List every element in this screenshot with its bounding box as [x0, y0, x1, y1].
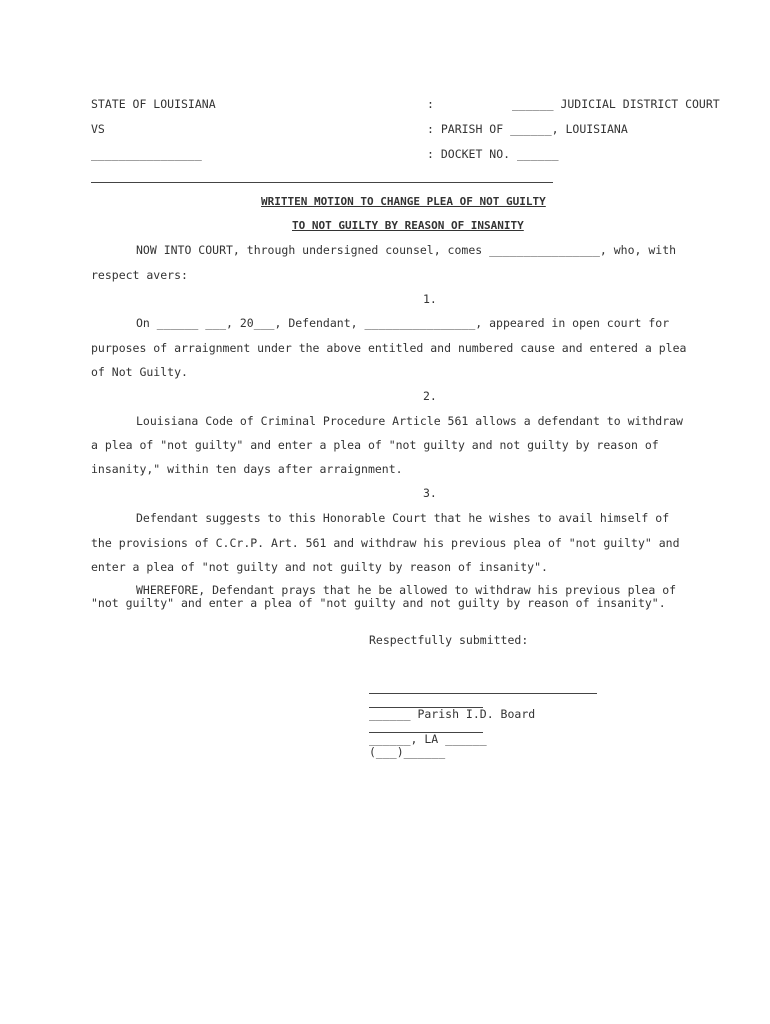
para2-line1: Louisiana Code of Criminal Procedure Article 561 allows a defendant to withdraw — [136, 414, 683, 428]
para2-line2: a plea of "not guilty" and enter a plea of "not guilty and not guilty by reason of — [91, 438, 659, 452]
caption-party-blank: ________________ — [91, 147, 202, 161]
para3-line2: the provisions of C.Cr.P. Art. 561 and withdraw his previous plea of "not guilty" and — [91, 536, 680, 550]
city-state-zip: ______, LA ______ — [369, 732, 487, 746]
caption-vs: VS — [91, 122, 105, 136]
para1-line3: of Not Guilty. — [91, 365, 188, 379]
para1-line1: On ______ ___, 20___, Defendant, ________________, appeared in open court for — [136, 316, 670, 330]
para1-number: 1. — [423, 292, 437, 306]
parish-id-board: ______ Parish I.D. Board — [369, 707, 536, 721]
signature-line — [369, 693, 597, 694]
intro-line1: NOW INTO COURT, through undersigned counsel, comes ________________, who, with — [136, 243, 677, 257]
document-title-line2: TO NOT GUILTY BY REASON OF INSANITY — [292, 219, 524, 232]
wherefore-line1: WHEREFORE, Defendant prays that he be allowed to withdraw his previous plea of — [136, 583, 677, 597]
para3-number: 3. — [423, 486, 437, 500]
caption-colon: : — [427, 97, 434, 111]
para2-number: 2. — [423, 389, 437, 403]
para3-line3: enter a plea of "not guilty and not guilty by reason of insanity". — [91, 560, 548, 574]
document-title-line1: WRITTEN MOTION TO CHANGE PLEA OF NOT GUILTY — [261, 195, 546, 208]
caption-court: ______ JUDICIAL DISTRICT COURT — [512, 97, 720, 111]
caption-divider — [91, 182, 553, 183]
phone-number: (___)______ — [369, 745, 446, 759]
caption-state: STATE OF LOUISIANA — [91, 97, 216, 111]
para3-line1: Defendant suggests to this Honorable Court that he wishes to avail himself of — [136, 511, 670, 525]
caption-parish: : PARISH OF ______, LOUISIANA — [427, 122, 628, 136]
wherefore-line2: "not guilty" and enter a plea of "not guilty and not guilty by reason of insanity". — [91, 596, 666, 610]
para2-line3: insanity," within ten days after arraignment. — [91, 462, 403, 476]
respectfully-submitted: Respectfully submitted: — [369, 633, 529, 647]
para1-line2: purposes of arraignment under the above entitled and numbered cause and entered a plea — [91, 341, 687, 355]
caption-docket: : DOCKET NO. ______ — [427, 147, 559, 161]
intro-line2: respect avers: — [91, 268, 188, 282]
